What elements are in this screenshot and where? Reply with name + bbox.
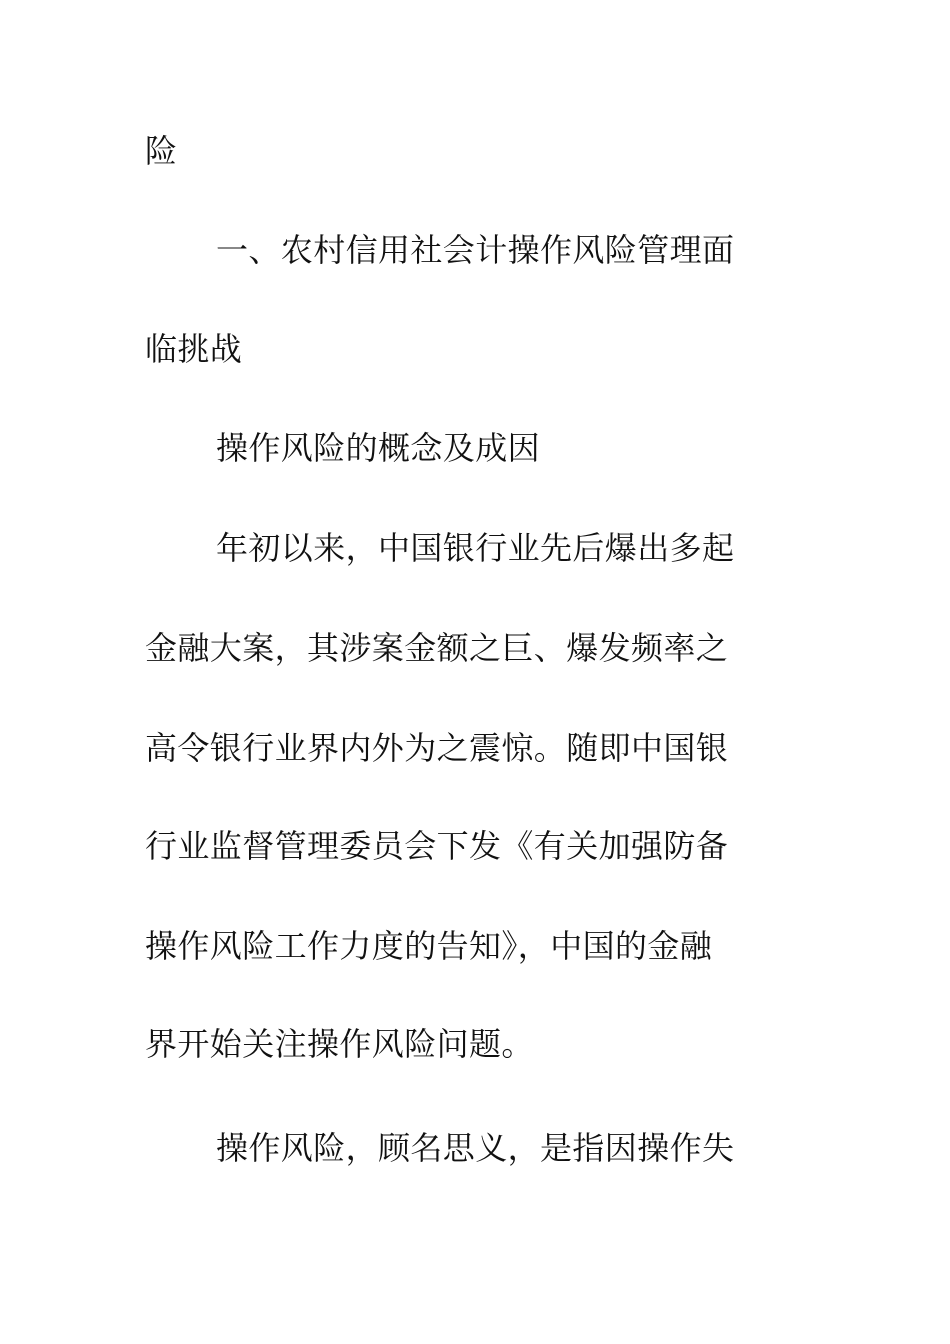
paragraph-line: 操作风险，顾名思义，是指因操作失 <box>216 1129 735 1167</box>
text-line: 险 <box>145 132 178 170</box>
subsection-heading: 操作风险的概念及成因 <box>216 429 541 467</box>
section-heading-continued: 临挑战 <box>145 330 243 368</box>
paragraph-line: 金融大案，其涉案金额之巨、爆发频率之 <box>145 629 729 667</box>
paragraph-line: 高令银行业界内外为之震惊。随即中国银 <box>145 729 729 767</box>
paragraph-line: 行业监督管理委员会下发《有关加强防备 <box>145 827 729 865</box>
paragraph-line: 界开始关注操作风险问题。 <box>145 1025 534 1063</box>
paragraph-line: 年初以来，中国银行业先后爆出多起 <box>216 529 735 567</box>
section-heading: 一、农村信用社会计操作风险管理面 <box>216 231 735 269</box>
paragraph-line: 操作风险工作力度的告知》，中国的金融 <box>145 927 713 965</box>
